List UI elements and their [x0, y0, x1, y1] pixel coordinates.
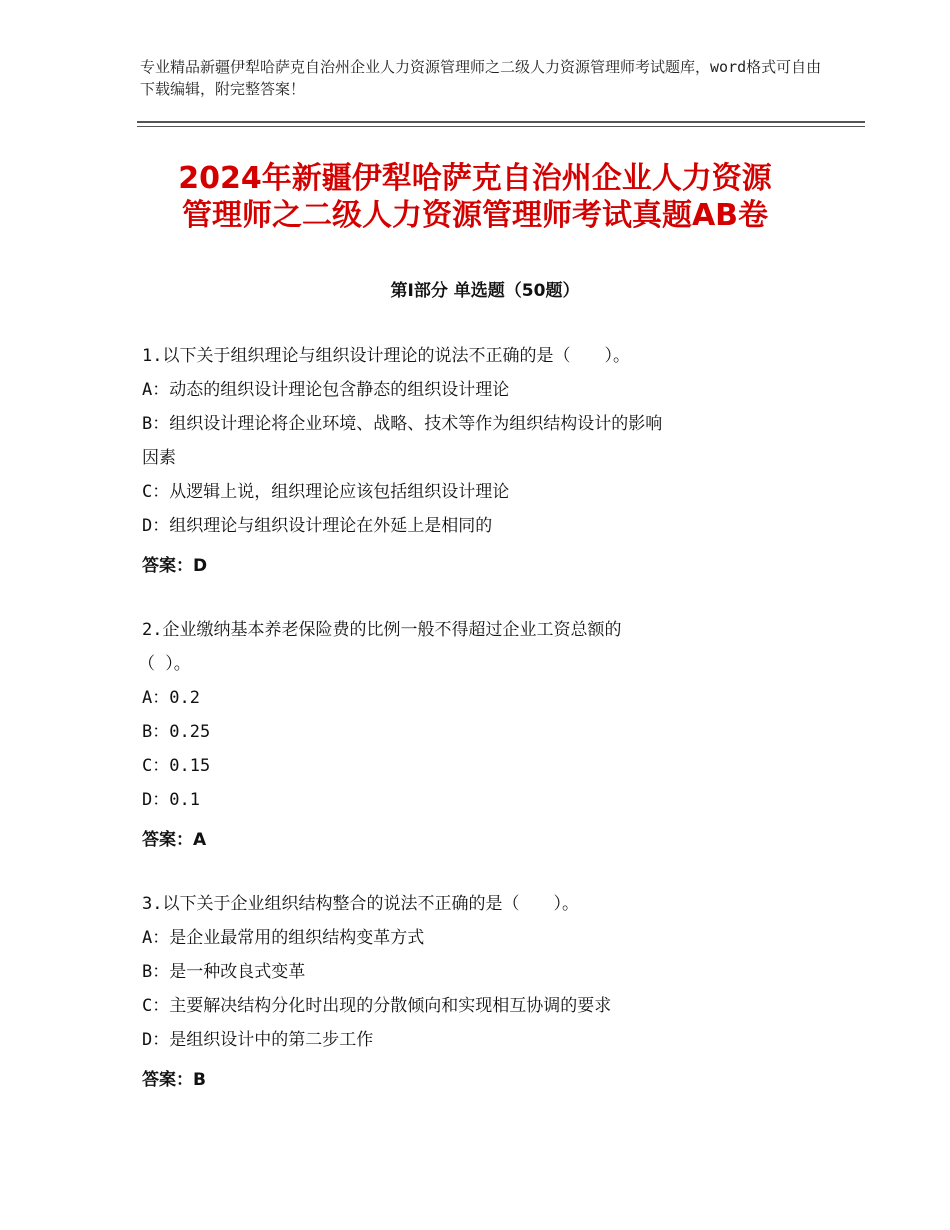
- question-2-option-b: B：0.25: [142, 722, 211, 742]
- question-3-option-a: A：是企业最常用的组织结构变革方式: [142, 928, 425, 948]
- document-title: [130, 160, 820, 234]
- question-3-answer: 答案：B: [142, 1070, 206, 1090]
- question-1-answer: 答案：D: [142, 556, 208, 576]
- question-2-option-a: A：0.2: [142, 688, 200, 708]
- title-line-1: 2024年新疆伊犁哈萨克自治州企业人力资源: [178, 161, 772, 196]
- section-title: 第Ⅰ部分 单选题（50题）: [390, 281, 580, 301]
- question-1-option-a: A：动态的组织设计理论包含静态的组织设计理论: [142, 380, 510, 400]
- question-2-stem: 2.企业缴纳基本养老保险费的比例一般不得超过企业工资总额的: [142, 620, 622, 640]
- question-3-option-d: D：是组织设计中的第二步工作: [142, 1030, 374, 1050]
- header-divider-thin: [137, 126, 865, 127]
- header-divider: [137, 121, 865, 123]
- question-2-stem-cont: （ ）。: [138, 654, 191, 674]
- question-3-stem: 3.以下关于企业组织结构整合的说法不正确的是（ ）。: [142, 894, 579, 914]
- question-2-option-d: D：0.1: [142, 790, 200, 810]
- question-3-option-b: B：是一种改良式变革: [142, 962, 306, 982]
- header-note: 专业精品新疆伊犁哈萨克自治州企业人力资源管理师之二级人力资源管理师考试题库，word格式可自由下载编辑，附完整答案！: [140, 58, 822, 98]
- question-1-option-c: C：从逻辑上说，组织理论应该包括组织设计理论: [142, 482, 510, 502]
- question-1-option-b-cont: 因素: [142, 448, 176, 468]
- question-2-option-c: C：0.15: [142, 756, 211, 776]
- question-1-stem: 1.以下关于组织理论与组织设计理论的说法不正确的是（ ）。: [142, 346, 630, 366]
- question-1-option-b: B：组织设计理论将企业环境、战略、技术等作为组织结构设计的影响: [142, 414, 663, 434]
- question-2-answer: 答案：A: [142, 830, 207, 850]
- question-3-option-c: C：主要解决结构分化时出现的分散倾向和实现相互协调的要求: [142, 996, 612, 1016]
- title-line-2: 管理师之二级人力资源管理师考试真题AB卷: [181, 198, 769, 233]
- question-1-option-d: D：组织理论与组织设计理论在外延上是相同的: [142, 516, 493, 536]
